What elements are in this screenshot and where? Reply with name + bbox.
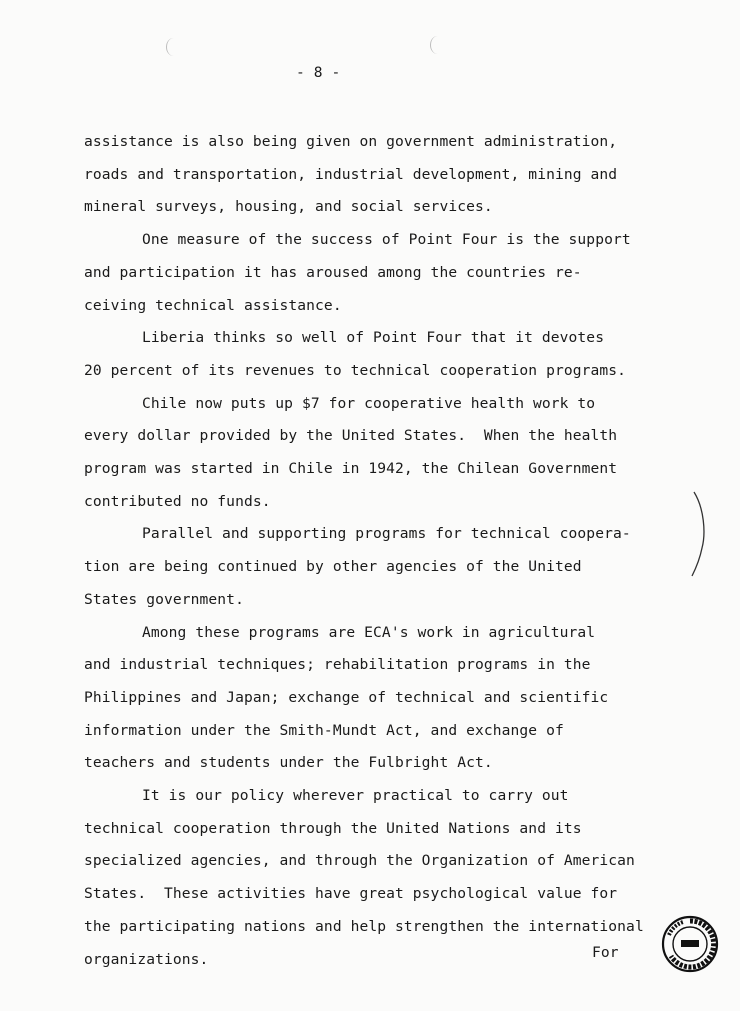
text-line: roads and transportation, industrial development, mining and	[84, 165, 618, 183]
text-line: 20 percent of its revenues to technical cooperation programs.	[84, 361, 627, 379]
text-line: specialized agencies, and through the Organization of American	[84, 852, 635, 870]
text-line: tion are being continued by other agencies of the United	[84, 558, 582, 576]
text-line: teachers and students under the Fulbright Act.	[84, 754, 493, 772]
text-line: Chile now puts up $7 for cooperative health work to	[142, 394, 596, 412]
text-line: and participation it has aroused among the countries re-	[84, 263, 582, 281]
text-line: Philippines and Japan; exchange of technical and scientific	[84, 688, 609, 706]
text-line: and industrial techniques; rehabilitation programs in the	[84, 656, 591, 674]
text-line: States. These activities have great psychological value for	[84, 885, 618, 903]
text-line: States government.	[84, 590, 244, 608]
text-line: contributed no funds.	[84, 492, 271, 510]
text-line: technical cooperation through the United Nations and its	[84, 819, 582, 837]
margin-bracket-mark	[690, 488, 710, 578]
text-line: ceiving technical assistance.	[84, 296, 342, 314]
text-line: Among these programs are ECA's work in agricultural	[142, 623, 596, 641]
text-line: Liberia thinks so well of Point Four that it devotes	[142, 329, 605, 347]
catchword: For	[592, 944, 619, 961]
text-line: the participating nations and help strengthen the international	[84, 917, 644, 935]
punch-hole-right	[430, 36, 445, 54]
text-line: assistance is also being given on government administration,	[84, 133, 618, 150]
page-number: - 8 -	[296, 64, 341, 81]
punch-hole-left	[166, 38, 181, 56]
library-stamp-seal	[661, 915, 719, 973]
text-line: Parallel and supporting programs for technical coopera-	[142, 525, 631, 543]
text-line: information under the Smith-Mundt Act, and exchange of	[84, 721, 564, 739]
text-line: every dollar provided by the United States. When the health	[84, 427, 618, 445]
text-line: program was started in Chile in 1942, the Chilean Government	[84, 460, 618, 477]
text-line: organizations.	[84, 950, 209, 968]
text-line: mineral surveys, housing, and social services.	[84, 198, 493, 216]
text-line: It is our policy wherever practical to carry out	[142, 787, 569, 804]
text-line: One measure of the success of Point Four is the support	[142, 231, 631, 249]
